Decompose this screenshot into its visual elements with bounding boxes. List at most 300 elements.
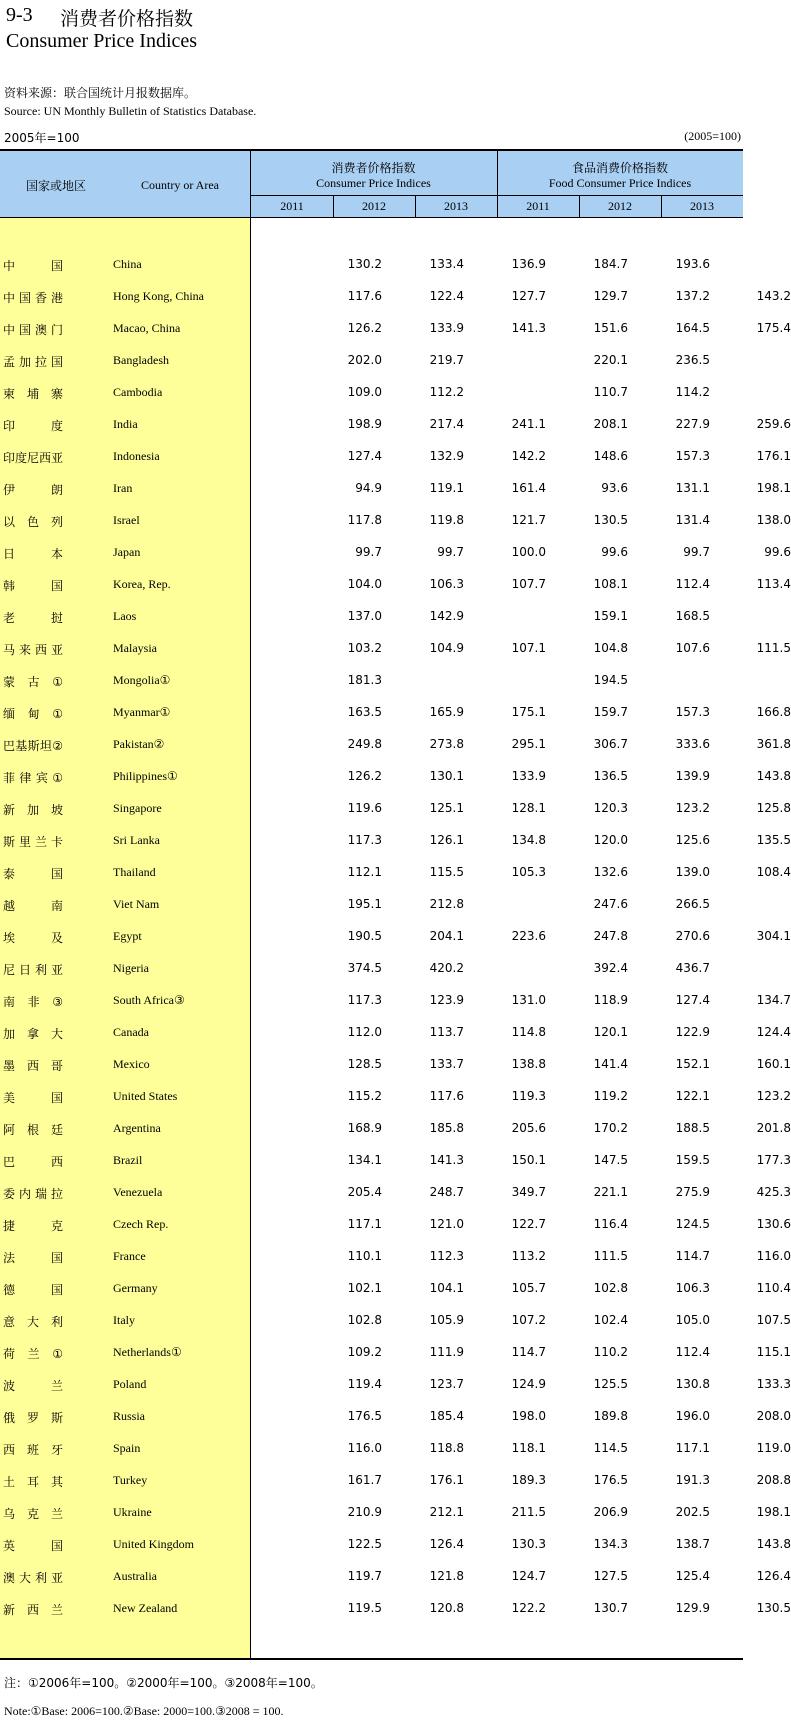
cpi-value-cell: 374.5 — [347, 961, 382, 975]
cpi-value-cell: 120.8 — [429, 1601, 464, 1615]
cpi-value-cell: 130.1 — [429, 769, 464, 783]
food-cpi-value-cell: 99.6 — [764, 545, 791, 559]
food-cpi-value-cell: 159.1 — [593, 609, 628, 623]
country-name-chinese: 捷克 — [3, 1219, 63, 1233]
cpi-value-cell: 248.7 — [429, 1185, 464, 1199]
base-year-left: 2005年=100 — [4, 131, 80, 145]
cpi-value-cell: 198.9 — [347, 417, 382, 431]
food-cpi-value-cell: 164.5 — [675, 321, 710, 335]
country-name-english: Czech Rep. — [113, 1217, 169, 1231]
food-cpi-value-cell: 159.7 — [593, 705, 628, 719]
cpi-value-cell: 133.7 — [429, 1057, 464, 1071]
table-row — [0, 1537, 791, 1569]
country-name-chinese: 乌克兰 — [3, 1507, 63, 1521]
cpi-value-cell: 111.9 — [429, 1345, 464, 1359]
table-row — [0, 929, 791, 961]
cpi-value-cell: 163.5 — [347, 705, 382, 719]
cpi-value-cell: 142.2 — [511, 449, 546, 463]
cpi-value-cell: 103.2 — [347, 641, 382, 655]
table-row — [0, 449, 791, 481]
cpi-value-cell: 117.6 — [429, 1089, 464, 1103]
cpi-value-cell: 150.1 — [511, 1153, 546, 1167]
cpi-value-cell: 168.9 — [347, 1121, 382, 1135]
country-name-english: Australia — [113, 1569, 157, 1583]
table-row — [0, 801, 791, 833]
cpi-value-cell: 99.7 — [355, 545, 382, 559]
cpi-value-cell: 125.1 — [429, 801, 464, 815]
food-cpi-header-chinese: 食品消费价格指数 — [571, 161, 668, 175]
food-cpi-value-cell: 113.4 — [756, 577, 791, 591]
food-cpi-value-cell: 106.3 — [675, 1281, 710, 1295]
cpi-value-cell: 217.4 — [429, 417, 464, 431]
country-name-english: Egypt — [113, 929, 142, 943]
country-name-chinese: 缅甸① — [3, 707, 63, 721]
cpi-value-cell: 121.7 — [511, 513, 546, 527]
food-cpi-value-cell: 168.5 — [675, 609, 710, 623]
cpi-value-cell: 122.5 — [347, 1537, 382, 1551]
year-header: 2013 — [690, 199, 714, 213]
food-cpi-value-cell: 143.2 — [756, 289, 791, 303]
food-cpi-value-cell: 115.1 — [756, 1345, 791, 1359]
country-name-english: Brazil — [113, 1153, 143, 1167]
food-cpi-value-cell: 131.1 — [675, 481, 710, 495]
food-cpi-value-cell: 151.6 — [593, 321, 628, 335]
cpi-value-cell: 130.2 — [347, 257, 382, 271]
table-row — [0, 1249, 791, 1281]
cpi-value-cell: 118.8 — [429, 1441, 464, 1455]
cpi-value-cell: 107.2 — [511, 1313, 546, 1327]
food-cpi-value-cell: 201.8 — [756, 1121, 791, 1135]
table-row — [0, 1313, 791, 1345]
food-cpi-value-cell: 425.3 — [756, 1185, 791, 1199]
food-cpi-value-cell: 206.9 — [593, 1505, 628, 1519]
cpi-value-cell: 212.8 — [429, 897, 464, 911]
country-name-chinese: 中国香港 — [3, 291, 63, 305]
food-cpi-value-cell: 131.4 — [675, 513, 710, 527]
cpi-header-chinese: 消费者价格指数 — [331, 161, 416, 175]
country-name-chinese: 柬埔寨 — [3, 387, 63, 401]
cpi-value-cell: 205.6 — [511, 1121, 546, 1135]
cpi-value-cell: 119.1 — [429, 481, 464, 495]
country-name-chinese: 以色列 — [3, 515, 63, 529]
table-row — [0, 1377, 791, 1409]
country-name-english: Mongolia① — [113, 673, 171, 687]
cpi-value-cell: 116.0 — [347, 1441, 382, 1455]
table-row — [0, 1281, 791, 1313]
country-name-english: Ukraine — [113, 1505, 152, 1519]
cpi-value-cell: 210.9 — [347, 1505, 382, 1519]
country-name-english: Argentina — [113, 1121, 161, 1135]
country-name-chinese: 越南 — [3, 899, 63, 913]
cpi-value-cell: 132.9 — [429, 449, 464, 463]
source-english: Source: UN Monthly Bulletin of Statistics Database. — [4, 104, 257, 118]
food-cpi-value-cell: 191.3 — [675, 1473, 710, 1487]
food-cpi-value-cell: 139.9 — [675, 769, 710, 783]
food-cpi-value-cell: 189.8 — [593, 1409, 628, 1423]
cpi-value-cell: 113.7 — [429, 1025, 464, 1039]
cpi-value-cell: 212.1 — [429, 1505, 464, 1519]
country-name-chinese: 阿根廷 — [3, 1123, 63, 1137]
food-cpi-value-cell: 93.6 — [601, 481, 628, 495]
country-name-english: Indonesia — [113, 449, 160, 463]
cpi-value-cell: 113.2 — [511, 1249, 546, 1263]
table-row — [0, 1409, 791, 1441]
country-name-chinese: 法国 — [3, 1251, 63, 1265]
food-cpi-value-cell: 247.8 — [593, 929, 628, 943]
food-cpi-value-cell: 304.1 — [756, 929, 791, 943]
table-row — [0, 673, 743, 705]
food-cpi-value-cell: 130.5 — [593, 513, 628, 527]
country-name-chinese: 蒙古① — [3, 675, 63, 689]
food-cpi-value-cell: 176.1 — [756, 449, 791, 463]
country-name-english: Macao, China — [113, 321, 181, 335]
cpi-value-cell: 122.2 — [511, 1601, 546, 1615]
country-name-english: Pakistan② — [113, 737, 165, 751]
food-cpi-value-cell: 159.5 — [675, 1153, 710, 1167]
food-cpi-value-cell: 275.9 — [675, 1185, 710, 1199]
cpi-value-cell: 185.4 — [429, 1409, 464, 1423]
cpi-value-cell: 175.1 — [511, 705, 546, 719]
country-name-english: Thailand — [113, 865, 156, 879]
table-row — [0, 1473, 791, 1505]
cpi-value-cell: 133.4 — [429, 257, 464, 271]
food-cpi-value-cell: 107.6 — [675, 641, 710, 655]
table-row — [0, 769, 791, 801]
country-name-english: China — [113, 257, 142, 271]
food-cpi-value-cell: 125.6 — [675, 833, 710, 847]
cpi-value-cell: 117.8 — [347, 513, 382, 527]
country-name-english: Russia — [113, 1409, 146, 1423]
food-cpi-value-cell: 122.1 — [675, 1089, 710, 1103]
cpi-value-cell: 102.1 — [347, 1281, 382, 1295]
food-cpi-value-cell: 139.0 — [675, 865, 710, 879]
food-cpi-value-cell: 104.8 — [593, 641, 628, 655]
cpi-value-cell: 126.4 — [429, 1537, 464, 1551]
food-cpi-value-cell: 123.2 — [675, 801, 710, 815]
country-name-chinese: 荷兰① — [3, 1347, 63, 1361]
food-cpi-value-cell: 107.5 — [756, 1313, 791, 1327]
food-cpi-value-cell: 170.2 — [593, 1121, 628, 1135]
area-header-english: Country or Area — [141, 178, 219, 192]
cpi-value-cell: 134.8 — [511, 833, 546, 847]
cpi-value-cell: 189.3 — [511, 1473, 546, 1487]
table-row — [0, 865, 791, 897]
cpi-value-cell: 185.8 — [429, 1121, 464, 1135]
country-name-chinese: 新加坡 — [3, 803, 63, 817]
food-cpi-value-cell: 110.7 — [593, 385, 628, 399]
food-cpi-value-cell: 110.2 — [593, 1345, 628, 1359]
food-cpi-value-cell: 221.1 — [593, 1185, 628, 1199]
source-chinese: 资料来源：联合国统计月报数据库。 — [4, 86, 197, 100]
food-cpi-value-cell: 114.7 — [675, 1249, 710, 1263]
cpi-value-cell: 195.1 — [347, 897, 382, 911]
country-name-english: Hong Kong, China — [113, 289, 204, 303]
table-row — [0, 1345, 791, 1377]
food-cpi-value-cell: 110.4 — [756, 1281, 791, 1295]
table-row — [0, 993, 791, 1025]
cpi-value-cell: 124.9 — [511, 1377, 546, 1391]
country-name-english: Venezuela — [113, 1185, 163, 1199]
table-row — [0, 641, 791, 673]
cpi-value-cell: 126.1 — [429, 833, 464, 847]
country-name-chinese: 西班牙 — [3, 1443, 63, 1457]
cpi-value-cell: 128.5 — [347, 1057, 382, 1071]
food-cpi-value-cell: 134.3 — [593, 1537, 628, 1551]
table-row — [0, 513, 791, 545]
cpi-value-cell: 99.7 — [437, 545, 464, 559]
country-name-english: France — [113, 1249, 146, 1263]
area-header-chinese: 国家或地区 — [25, 179, 86, 193]
table-row — [0, 1601, 791, 1633]
food-cpi-value-cell: 102.8 — [593, 1281, 628, 1295]
cpi-value-cell: 112.0 — [347, 1025, 382, 1039]
country-name-chinese: 马来西亚 — [3, 643, 63, 657]
food-cpi-value-cell: 270.6 — [675, 929, 710, 943]
food-cpi-value-cell: 208.0 — [756, 1409, 791, 1423]
food-cpi-value-cell: 127.4 — [675, 993, 710, 1007]
table-row — [0, 257, 743, 289]
country-name-english: Japan — [113, 545, 141, 559]
cpi-value-cell: 127.7 — [511, 289, 546, 303]
header-bottom-rule — [0, 217, 743, 218]
food-cpi-value-cell: 157.3 — [675, 705, 710, 719]
food-cpi-value-cell: 114.2 — [675, 385, 710, 399]
cpi-value-cell: 112.2 — [429, 385, 464, 399]
food-cpi-value-cell: 436.7 — [675, 961, 710, 975]
cpi-value-cell: 128.1 — [511, 801, 546, 815]
cpi-value-cell: 130.3 — [511, 1537, 546, 1551]
table-row — [0, 897, 743, 929]
food-cpi-value-cell: 136.5 — [593, 769, 628, 783]
food-cpi-value-cell: 198.1 — [756, 1505, 791, 1519]
cpi-value-cell: 295.1 — [511, 737, 546, 751]
food-cpi-value-cell: 99.6 — [601, 545, 628, 559]
cpi-value-cell: 241.1 — [511, 417, 546, 431]
table-row — [0, 385, 743, 417]
cpi-value-cell: 133.9 — [511, 769, 546, 783]
food-cpi-value-cell: 116.4 — [593, 1217, 628, 1231]
cpi-value-cell: 223.6 — [511, 929, 546, 943]
cpi-value-cell: 106.3 — [429, 577, 464, 591]
cpi-value-cell: 122.4 — [429, 289, 464, 303]
food-cpi-value-cell: 112.4 — [675, 577, 710, 591]
food-cpi-value-cell: 130.5 — [756, 1601, 791, 1615]
table-row — [0, 1153, 791, 1185]
cpi-value-cell: 112.3 — [429, 1249, 464, 1263]
food-cpi-value-cell: 127.5 — [593, 1569, 628, 1583]
food-cpi-value-cell: 130.7 — [593, 1601, 628, 1615]
table-top-rule — [0, 149, 743, 151]
country-name-chinese: 巴西 — [3, 1155, 63, 1169]
food-cpi-value-cell: 193.6 — [675, 257, 710, 271]
food-cpi-value-cell: 124.4 — [756, 1025, 791, 1039]
cpi-value-cell: 126.2 — [347, 769, 382, 783]
food-cpi-value-cell: 392.4 — [593, 961, 628, 975]
country-name-chinese: 中国澳门 — [3, 323, 63, 337]
table-row — [0, 1185, 791, 1217]
food-cpi-value-cell: 188.5 — [675, 1121, 710, 1135]
country-name-english: Israel — [113, 513, 140, 527]
table-row — [0, 577, 791, 609]
food-cpi-value-cell: 117.1 — [675, 1441, 710, 1455]
country-name-english: Spain — [113, 1441, 141, 1455]
cpi-value-cell: 104.9 — [429, 641, 464, 655]
food-cpi-value-cell: 122.9 — [675, 1025, 710, 1039]
cpi-value-cell: 107.1 — [511, 641, 546, 655]
food-cpi-value-cell: 129.7 — [593, 289, 628, 303]
food-cpi-value-cell: 220.1 — [593, 353, 628, 367]
country-name-chinese: 印度 — [3, 419, 63, 433]
food-cpi-value-cell: 114.5 — [593, 1441, 628, 1455]
table-row — [0, 705, 791, 737]
cpi-value-cell: 104.1 — [429, 1281, 464, 1295]
cpi-value-cell: 117.3 — [347, 993, 382, 1007]
food-cpi-value-cell: 126.4 — [756, 1569, 791, 1583]
food-cpi-value-cell: 119.2 — [593, 1089, 628, 1103]
table-row — [0, 1569, 791, 1601]
food-cpi-value-cell: 102.4 — [593, 1313, 628, 1327]
food-cpi-value-cell: 236.5 — [675, 353, 710, 367]
food-cpi-value-cell: 177.3 — [756, 1153, 791, 1167]
cpi-value-cell: 121.0 — [429, 1217, 464, 1231]
country-name-chinese: 巴基斯坦② — [3, 739, 63, 753]
cpi-value-cell: 119.6 — [347, 801, 382, 815]
cpi-value-cell: 349.7 — [511, 1185, 546, 1199]
country-name-english: Singapore — [113, 801, 162, 815]
food-cpi-value-cell: 112.4 — [675, 1345, 710, 1359]
country-name-chinese: 美国 — [3, 1091, 63, 1105]
table-row — [0, 353, 743, 385]
cpi-value-cell: 117.6 — [347, 289, 382, 303]
country-name-chinese: 伊朗 — [3, 483, 63, 497]
food-cpi-value-cell: 176.5 — [593, 1473, 628, 1487]
food-cpi-value-cell: 306.7 — [593, 737, 628, 751]
cpi-value-cell: 105.3 — [511, 865, 546, 879]
food-cpi-value-cell: 247.6 — [593, 897, 628, 911]
food-cpi-value-cell: 135.5 — [756, 833, 791, 847]
food-cpi-value-cell: 196.0 — [675, 1409, 710, 1423]
table-row — [0, 1505, 791, 1537]
year-header: 2012 — [608, 199, 632, 213]
cpi-value-cell: 110.1 — [347, 1249, 382, 1263]
table-row — [0, 289, 791, 321]
country-name-chinese: 印度尼西亚 — [3, 451, 64, 465]
cpi-value-cell: 109.2 — [347, 1345, 382, 1359]
cpi-value-cell: 204.1 — [429, 929, 464, 943]
year-header: 2012 — [362, 199, 386, 213]
country-name-english: Viet Nam — [113, 897, 160, 911]
country-name-english: Mexico — [113, 1057, 150, 1071]
country-name-english: Korea, Rep. — [113, 577, 171, 591]
food-cpi-value-cell: 118.9 — [593, 993, 628, 1007]
country-name-chinese: 韩国 — [3, 579, 63, 593]
food-cpi-value-cell: 132.6 — [593, 865, 628, 879]
cpi-value-cell: 121.8 — [429, 1569, 464, 1583]
country-name-english: Cambodia — [113, 385, 163, 399]
food-cpi-value-cell: 137.2 — [675, 289, 710, 303]
cpi-value-cell: 104.0 — [347, 577, 382, 591]
base-year-right: (2005=100) — [684, 129, 741, 143]
cpi-value-cell: 131.0 — [511, 993, 546, 1007]
cpi-value-cell: 420.2 — [429, 961, 464, 975]
cpi-value-cell: 127.4 — [347, 449, 382, 463]
food-cpi-value-cell: 166.8 — [756, 705, 791, 719]
cpi-value-cell: 190.5 — [347, 929, 382, 943]
cpi-value-cell: 119.8 — [429, 513, 464, 527]
cpi-value-cell: 114.7 — [511, 1345, 546, 1359]
cpi-header-english: Consumer Price Indices — [316, 176, 431, 190]
food-cpi-value-cell: 134.7 — [756, 993, 791, 1007]
country-name-english: Laos — [113, 609, 137, 623]
cpi-value-cell: 141.3 — [511, 321, 546, 335]
table-row — [0, 545, 791, 577]
country-name-english: Turkey — [113, 1473, 148, 1487]
country-name-english: Nigeria — [113, 961, 149, 975]
table-bottom-rule — [0, 1658, 743, 1660]
table-row — [0, 961, 743, 993]
food-cpi-value-cell: 147.5 — [593, 1153, 628, 1167]
cpi-value-cell: 211.5 — [511, 1505, 546, 1519]
country-name-english: Canada — [113, 1025, 149, 1039]
country-name-chinese: 澳大利亚 — [3, 1571, 63, 1585]
food-cpi-value-cell: 120.0 — [593, 833, 628, 847]
footnote-english: Note:①Base: 2006=100.②Base: 2000=100.③2008 = 100. — [4, 1704, 284, 1718]
food-cpi-value-cell: 129.9 — [675, 1601, 710, 1615]
country-name-english: Netherlands① — [113, 1345, 182, 1359]
food-cpi-value-cell: 184.7 — [593, 257, 628, 271]
cpi-value-cell: 126.2 — [347, 321, 382, 335]
country-name-chinese: 委内瑞拉 — [3, 1187, 63, 1201]
food-cpi-value-cell: 124.5 — [675, 1217, 710, 1231]
title-chinese: 消费者价格指数 — [60, 8, 194, 30]
food-cpi-value-cell: 120.1 — [593, 1025, 628, 1039]
country-name-chinese: 土耳其 — [3, 1475, 63, 1489]
food-cpi-value-cell: 175.4 — [756, 321, 791, 335]
cpi-value-cell: 202.0 — [347, 353, 382, 367]
cpi-value-cell: 198.0 — [511, 1409, 546, 1423]
food-cpi-value-cell: 148.6 — [593, 449, 628, 463]
cpi-value-cell: 117.1 — [347, 1217, 382, 1231]
footnote-chinese: 注：①2006年=100。②2000年=100。③2008年=100。 — [4, 1676, 323, 1690]
country-name-chinese: 中国 — [3, 259, 63, 273]
cpi-value-cell: 123.9 — [429, 993, 464, 1007]
country-name-english: Bangladesh — [113, 353, 169, 367]
food-cpi-value-cell: 125.4 — [675, 1569, 710, 1583]
cpi-value-cell: 136.9 — [511, 257, 546, 271]
title-english: Consumer Price Indices — [6, 30, 198, 52]
country-name-english: Philippines① — [113, 769, 178, 783]
cpi-value-cell: 119.3 — [511, 1089, 546, 1103]
food-cpi-value-cell: 202.5 — [675, 1505, 710, 1519]
food-cpi-value-cell: 208.1 — [593, 417, 628, 431]
table-row — [0, 481, 791, 513]
cpi-value-cell: 133.9 — [429, 321, 464, 335]
food-cpi-value-cell: 198.1 — [756, 481, 791, 495]
food-cpi-value-cell: 108.1 — [593, 577, 628, 591]
country-name-chinese: 孟加拉国 — [3, 355, 63, 369]
cpi-value-cell: 124.7 — [511, 1569, 546, 1583]
country-name-chinese: 波兰 — [3, 1379, 63, 1393]
table-row — [0, 609, 743, 641]
cpi-value-cell: 141.3 — [429, 1153, 464, 1167]
food-cpi-value-cell: 123.2 — [756, 1089, 791, 1103]
year-header: 2011 — [526, 199, 550, 213]
food-cpi-value-cell: 152.1 — [675, 1057, 710, 1071]
food-cpi-value-cell: 120.3 — [593, 801, 628, 815]
country-name-chinese: 俄罗斯 — [3, 1411, 63, 1425]
cpi-value-cell: 249.8 — [347, 737, 382, 751]
country-name-chinese: 日本 — [3, 547, 63, 561]
